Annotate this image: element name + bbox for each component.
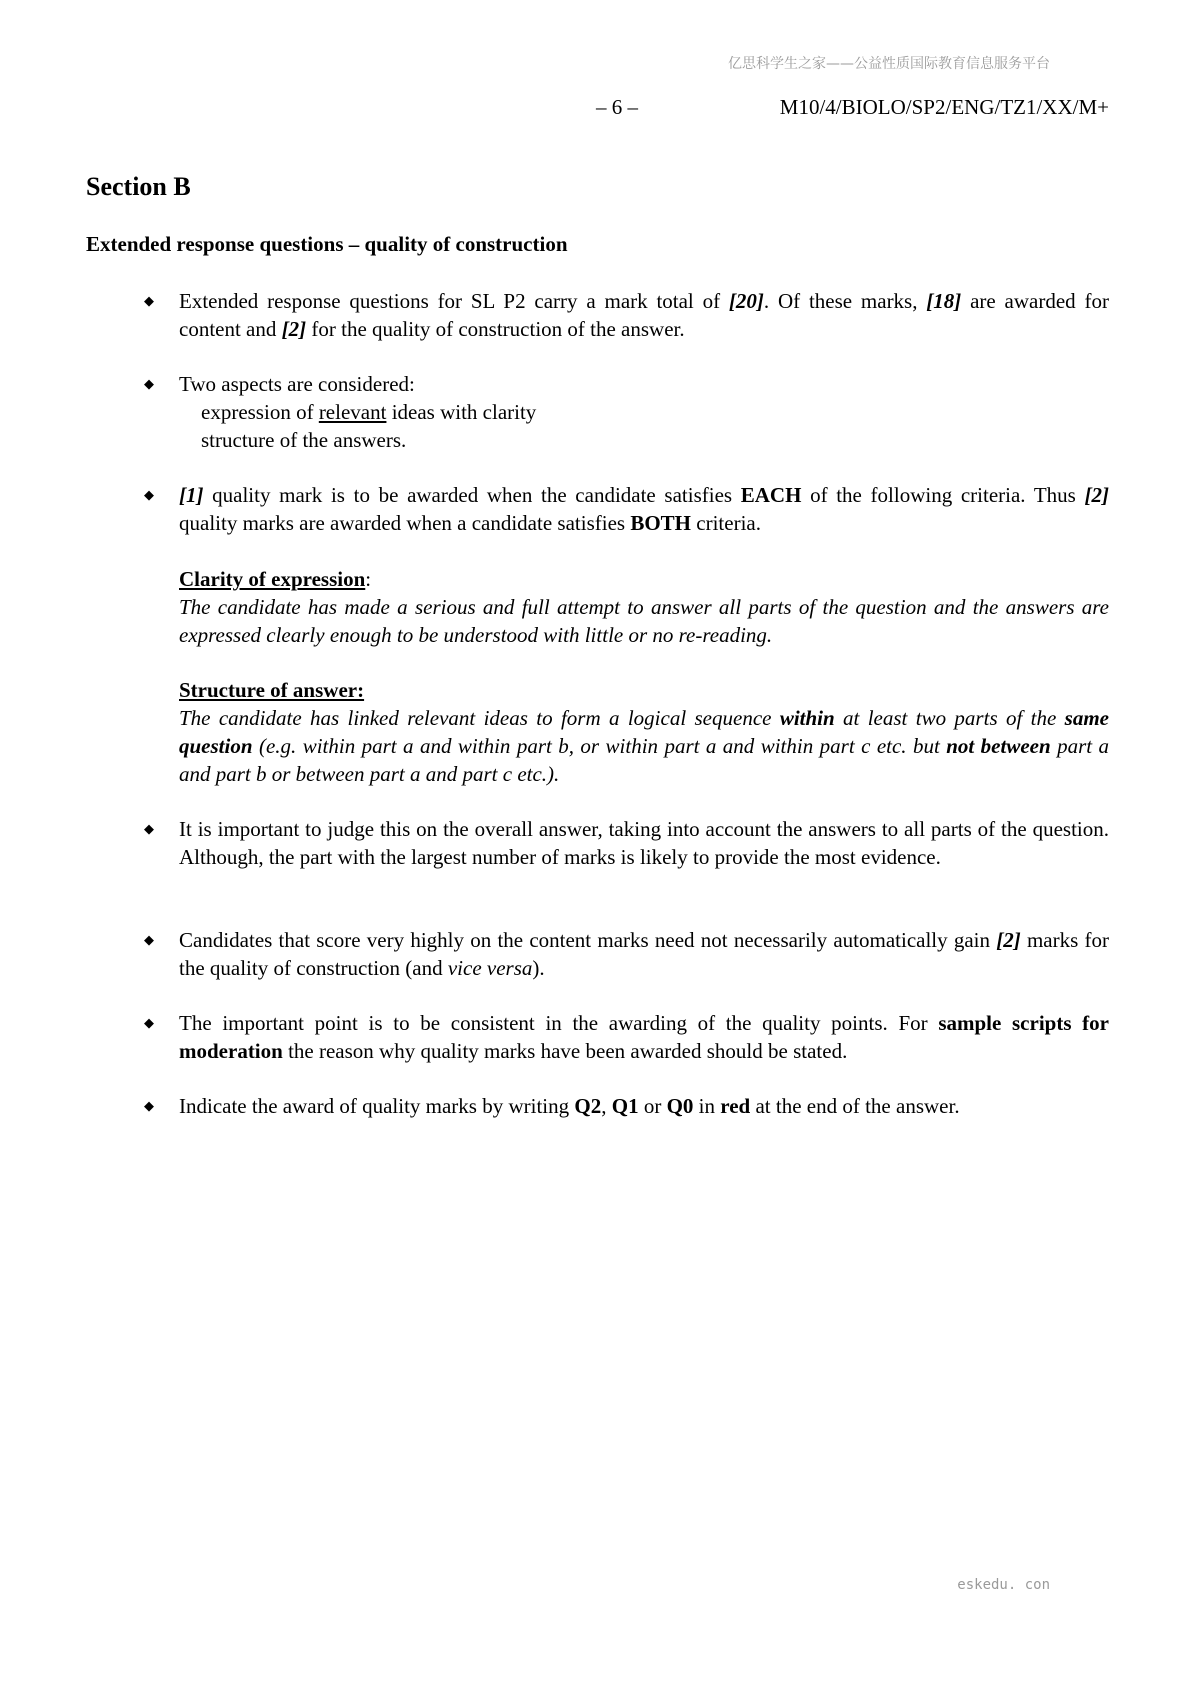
bullet-diamond-icon: ◆ [144, 821, 154, 836]
criterion-structure [179, 676, 1109, 788]
clarity-heading: Clarity of expression [179, 567, 366, 591]
bullet-diamond-icon: ◆ [144, 293, 154, 308]
criterion-clarity: Clarity of expression: The candidate has made a serious and full attempt to answer all parts of the question and the answers are expressed clearly enough to be understood with little or no re-reading. [179, 567, 1109, 647]
subsection-title: Extended response questions – quality of construction [86, 232, 568, 256]
watermark-bottom: eskedu. con [957, 1577, 1050, 1593]
aspects-intro: Two aspects are considered: [179, 372, 415, 396]
aspect-structure: structure of the answers. [201, 428, 407, 452]
bullet-two-aspects [144, 370, 1109, 454]
section-title: Section B [86, 172, 191, 201]
bullet-overall-answer: ◆ It is important to judge this on the overall answer, taking into account the answers to all parts of the question. Although, the part with the largest number of marks is likely to provide the most evidence. [144, 817, 1109, 869]
bullet-quality-criteria: ◆ [1] quality mark is to be awarded when the candidate satisfies EACH of the following criteria. Thus [2] quality marks are awarded when a candidate satisfies BOTH criteria. [144, 483, 1109, 535]
bullet-high-scores: ◆ Candidates that score very highly on the content marks need not necessarily automatically gain [2] marks for the quality of construction (and vice versa). [144, 928, 1109, 980]
bullet-diamond-icon: ◆ [144, 1015, 154, 1030]
bullet-diamond-icon: ◆ [144, 1098, 154, 1113]
watermark-top: 亿思科学生之家——公益性质国际教育信息服务平台 [728, 56, 1050, 72]
page-number: – 6 – [596, 95, 638, 119]
bullet-diamond-icon: ◆ [144, 376, 154, 391]
bullet-mark-total: ◆ Extended response questions for SL P2 carry a mark total of [20]. Of these marks, [18] are awarded for content and [2] for the quality of construction of the answer. [144, 289, 1109, 341]
clarity-text: The candidate has made a serious and full attempt to answer all parts of the question and the answers are expressed clearly enough to be understood with little or no re-reading. [179, 595, 1109, 647]
bullet-diamond-icon: ◆ [144, 932, 154, 947]
document-code: M10/4/BIOLO/SP2/ENG/TZ1/XX/M+ [779, 95, 1109, 119]
bullet-indicate-award: ◆ Indicate the award of quality marks by writing Q2, Q1 or Q0 in red at the end of the answer. [144, 1094, 960, 1118]
bullet-consistency: ◆ The important point is to be consistent in the awarding of the quality points. For sample scripts for moderation the reason why quality marks have been awarded should be stated. [144, 1011, 1109, 1063]
bullet-diamond-icon: ◆ [144, 487, 154, 502]
structure-text: The candidate has linked relevant ideas to form a logical sequence within at least two parts of the same question (e.g. within part a and within part b, or within part a and within part c etc. but not between part a and part b or between part a and part c etc.). [179, 706, 1110, 786]
aspect-expression: expression of relevant ideas with clarity [201, 400, 537, 424]
structure-heading: Structure of answer: [179, 678, 365, 702]
